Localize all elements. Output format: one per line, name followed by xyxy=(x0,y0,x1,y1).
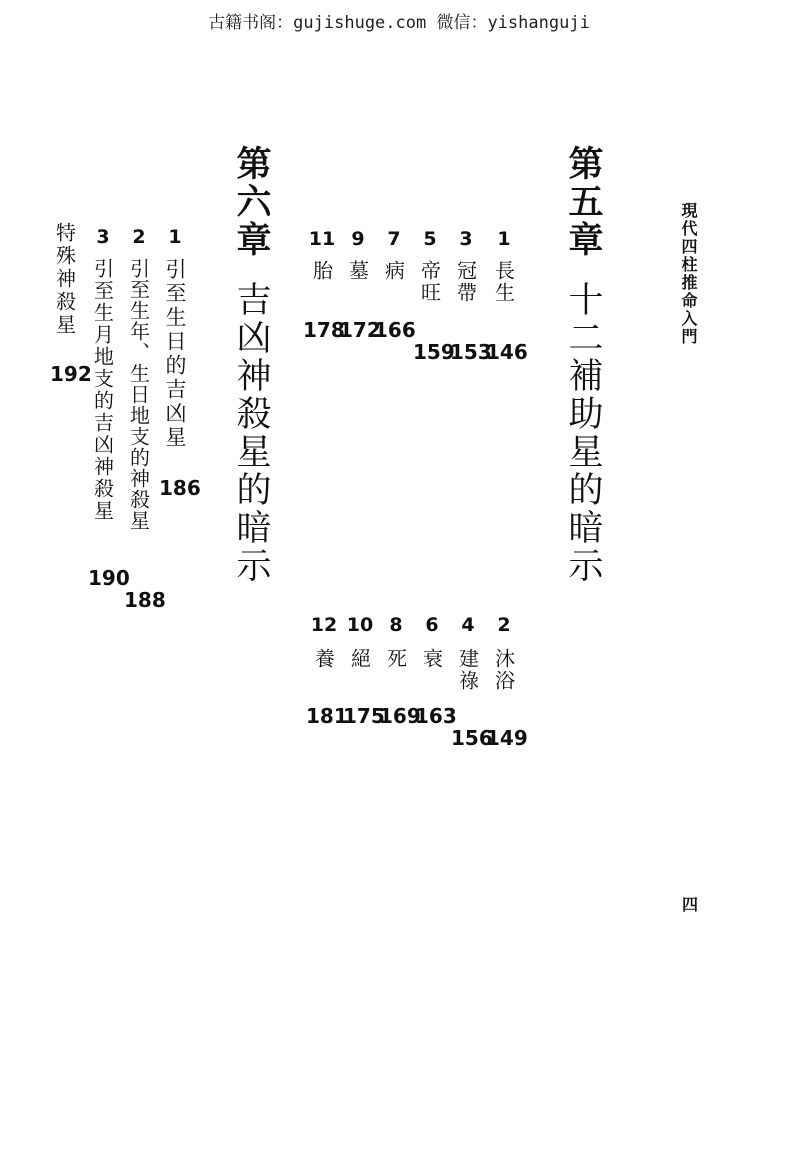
entry-title: 絕 xyxy=(347,648,372,670)
toc-entry[interactable] xyxy=(340,228,376,282)
chapter5-title: 十二補助星的暗示 xyxy=(563,281,603,585)
entry-title: 建祿 xyxy=(455,648,480,692)
entry-number: 3 xyxy=(459,228,473,250)
entry-number: 4 xyxy=(461,614,475,636)
section-title: 引至生月地支的吉凶神殺星 xyxy=(90,258,115,522)
entry-page: 149 xyxy=(486,726,528,750)
chapter6-label: 第六章 xyxy=(231,145,272,259)
toc-section[interactable] xyxy=(160,226,190,450)
toc-section[interactable] xyxy=(50,222,80,337)
entry-title: 帝旺 xyxy=(417,260,442,304)
entry-page: 156 xyxy=(451,726,493,750)
entry-page: 166 xyxy=(374,318,416,342)
running-title: 現代四柱推命入門 xyxy=(679,202,698,346)
toc-entry[interactable] xyxy=(450,614,486,692)
toc-entry[interactable] xyxy=(486,614,522,692)
entry-title: 養 xyxy=(311,648,336,670)
entry-title: 冠帶 xyxy=(453,260,478,304)
section-title: 特殊神殺星 xyxy=(52,222,77,337)
section-title: 引至生日的吉凶星 xyxy=(163,258,187,450)
entry-title: 病 xyxy=(381,260,406,282)
entry-number: 5 xyxy=(423,228,437,250)
entry-page: 146 xyxy=(486,340,528,364)
section-title: 引至生年、生日地支的神殺星 xyxy=(126,258,151,531)
section-number: 2 xyxy=(132,226,146,248)
chapter5-label: 第五章 xyxy=(563,145,604,259)
entry-title: 墓 xyxy=(345,260,370,282)
entry-number: 1 xyxy=(497,228,511,250)
toc-section[interactable] xyxy=(88,226,118,522)
entry-title: 沐浴 xyxy=(491,648,516,692)
toc-entry[interactable] xyxy=(342,614,378,670)
entry-number: 6 xyxy=(425,614,439,636)
entry-page: 181 xyxy=(306,704,348,728)
toc-entry[interactable] xyxy=(486,228,522,304)
site-header: 古籍书阁：gujishuge.com 微信：yishanguji xyxy=(208,13,590,33)
toc-entry[interactable] xyxy=(376,228,412,282)
section-page: 188 xyxy=(124,588,166,612)
entry-page: 159 xyxy=(413,340,455,364)
entry-title: 衰 xyxy=(419,648,444,670)
page-number: 四 xyxy=(682,895,699,914)
entry-number: 10 xyxy=(346,614,374,636)
entry-page: 169 xyxy=(379,704,421,728)
chapter5-heading xyxy=(558,145,608,585)
toc-entry[interactable] xyxy=(306,614,342,670)
entry-page: 163 xyxy=(415,704,457,728)
entry-number: 8 xyxy=(389,614,403,636)
toc-section[interactable] xyxy=(124,226,154,531)
entry-title: 長生 xyxy=(491,260,516,304)
section-page: 190 xyxy=(88,566,130,590)
entry-number: 12 xyxy=(310,614,338,636)
entry-number: 7 xyxy=(387,228,401,250)
entry-number: 2 xyxy=(497,614,511,636)
toc-entry[interactable] xyxy=(378,614,414,670)
section-page: 186 xyxy=(159,476,201,500)
entry-title: 死 xyxy=(383,648,408,670)
toc-entry[interactable] xyxy=(448,228,484,304)
section-number: 3 xyxy=(96,226,110,248)
toc-entry[interactable] xyxy=(412,228,448,304)
section-number: 1 xyxy=(168,226,182,248)
toc-entry[interactable] xyxy=(414,614,450,670)
section-page: 192 xyxy=(50,362,92,386)
chapter6-heading xyxy=(226,145,276,585)
entry-title: 胎 xyxy=(309,260,334,282)
entry-page: 153 xyxy=(450,340,492,364)
entry-page: 178 xyxy=(303,318,345,342)
entry-number: 11 xyxy=(308,228,336,250)
entry-number: 9 xyxy=(351,228,365,250)
chapter6-title: 吉凶神殺星的暗示 xyxy=(231,281,271,585)
entry-page: 175 xyxy=(343,704,385,728)
toc-entry[interactable] xyxy=(304,228,340,282)
entry-page: 172 xyxy=(339,318,381,342)
